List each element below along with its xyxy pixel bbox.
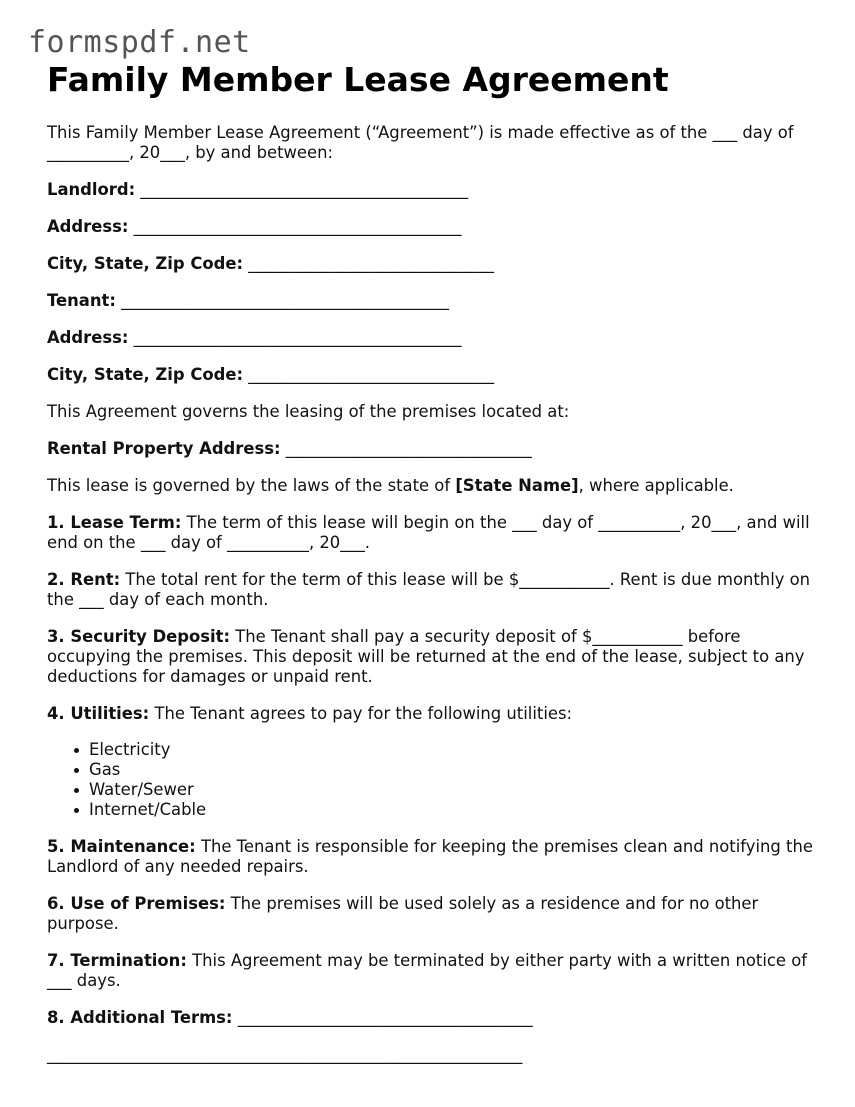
intro-paragraph: This Family Member Lease Agreement (“Agreement”) is made effective as of the ___ day of __________, 20___, by and between: <box>47 123 794 162</box>
lease-term-label: 1. Lease Term: <box>47 513 182 532</box>
termination-section <box>47 951 817 991</box>
governing-law-before: This lease is governed by the laws of the state of <box>47 476 456 495</box>
use-of-premises-text: The premises will be used solely as a residence and for no other purpose. <box>47 894 759 933</box>
tenant-address-field <box>47 328 817 348</box>
governing-law-paragraph <box>47 476 817 496</box>
list-item: Internet/Cable <box>89 800 817 820</box>
landlord-field <box>47 180 817 200</box>
rental-property-label: Rental Property Address: <box>47 439 281 458</box>
termination-label: 7. Termination: <box>47 951 187 970</box>
lease-term-text: The term of this lease will begin on the ___ day of __________, 20___, and will end on the ___ day of __________, 20___. <box>47 513 810 552</box>
document-body <box>47 123 817 1082</box>
use-of-premises-label: 6. Use of Premises: <box>47 894 226 913</box>
tenant-city-label: City, State, Zip Code: <box>47 365 244 384</box>
rent-label: 2. Rent: <box>47 570 121 589</box>
tenant-city-field <box>47 365 817 385</box>
termination-text: This Agreement may be terminated by either party with a written notice of ___ days. <box>47 951 808 990</box>
governing-law-after: , where applicable. <box>578 476 734 495</box>
landlord-label: Landlord: <box>47 180 136 199</box>
tenant-city-blank: ______________________________ <box>248 365 495 384</box>
tenant-address-blank: ________________________________________ <box>133 328 462 347</box>
rent-section <box>47 570 817 610</box>
utilities-label: 4. Utilities: <box>47 704 150 723</box>
security-deposit-text: The Tenant shall pay a security deposit of $___________ before occupying the premises. This deposit will be returned at the end of the lease, subject to any deductions for damages or unpaid rent. <box>47 627 805 686</box>
additional-terms-blank-line: __________________________________________________________ <box>47 1045 523 1064</box>
landlord-blank: ________________________________________ <box>140 180 469 199</box>
security-deposit-section <box>47 627 817 687</box>
maintenance-section <box>47 837 817 877</box>
utilities-section <box>47 704 817 724</box>
additional-terms-label: 8. Additional Terms: <box>47 1008 233 1027</box>
watermark: formspdf.net <box>28 25 251 60</box>
maintenance-label: 5. Maintenance: <box>47 837 196 856</box>
state-name: [State Name] <box>455 476 579 495</box>
landlord-city-blank: ______________________________ <box>248 254 495 273</box>
utilities-list <box>47 740 817 820</box>
tenant-label: Tenant: <box>47 291 116 310</box>
rental-property-field <box>47 439 817 459</box>
landlord-address-label: Address: <box>47 217 129 236</box>
list-item: Water/Sewer <box>89 780 817 800</box>
list-item: Electricity <box>89 740 817 760</box>
landlord-city-field <box>47 254 817 274</box>
list-item: Gas <box>89 760 817 780</box>
tenant-blank: ________________________________________ <box>121 291 449 310</box>
tenant-field <box>47 291 817 311</box>
governs-paragraph: This Agreement governs the leasing of the premises located at: <box>47 402 570 421</box>
rental-property-blank: ______________________________ <box>285 439 532 458</box>
additional-terms-section <box>47 1008 817 1028</box>
utilities-text: The Tenant agrees to pay for the following utilities: <box>154 704 573 723</box>
lease-term-section <box>47 513 817 553</box>
maintenance-text: The Tenant is responsible for keeping the premises clean and notifying the Landlord of any needed repairs. <box>47 837 813 876</box>
document-title: Family Member Lease Agreement <box>47 60 669 99</box>
rent-text: The total rent for the term of this lease will be $___________. Rent is due monthly on the ___ day of each month. <box>47 570 811 609</box>
landlord-address-blank: ________________________________________ <box>133 217 462 236</box>
security-deposit-label: 3. Security Deposit: <box>47 627 231 646</box>
use-of-premises-section <box>47 894 817 934</box>
landlord-city-label: City, State, Zip Code: <box>47 254 244 273</box>
tenant-address-label: Address: <box>47 328 129 347</box>
landlord-address-field <box>47 217 817 237</box>
additional-terms-blank: ____________________________________ <box>237 1008 533 1027</box>
